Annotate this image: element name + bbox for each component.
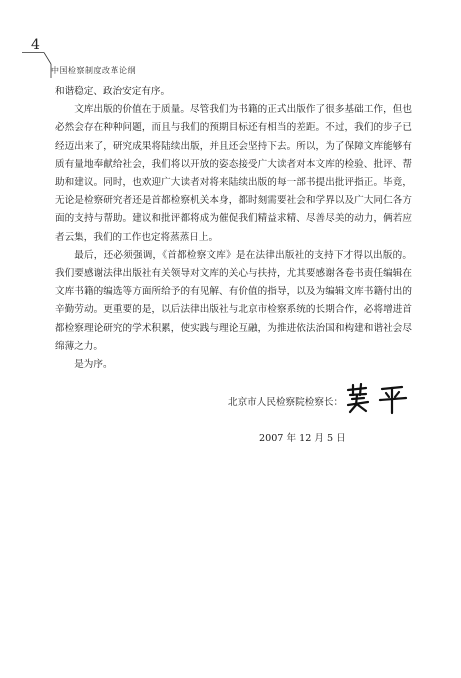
handwritten-signature bbox=[342, 383, 412, 415]
paragraph-continuation: 和谐稳定、政治安定有序。 bbox=[55, 86, 171, 97]
running-head: 中国检察制度改革论纲 bbox=[51, 66, 136, 75]
header-rule bbox=[22, 52, 52, 78]
paragraph-quality: 文库出版的价值在于质量。尽管我们为书籍的正式出版作了很多基础工作，但也必然会存在种种问题，而且与我们的预期目标还有相当的差距。不过，我们的步子已经迈出来了，研究成果将陆续出版，并且还会坚持下去。所以，为了保障文库能够有质有量地奉献给社会，我们将以开放的姿态接受广大读者对本文库的检验、批评、帮助和建议。同时，也欢迎广大读者对将来陆续出版的每一部书提出批评指正。毕竟，无论是检察研究者还是首都检察机关本身，都时刻需要社会和学界以及广大同仁各方面的支持与帮助。建议和批评都将成为催促我们精益求精、尽善尽美的动力，俩若应者云集，我们的工作也定将蒸蒸日上。 bbox=[55, 104, 412, 243]
paragraph-closing: 是为序。 bbox=[74, 359, 113, 371]
page-number: 4 bbox=[31, 37, 40, 53]
paragraph-acknowledgement: 最后，还必须强调，《首都检察文库》是在法律出版社的支持下才得以出版的。我们要感谢法律出版社有关领导对文库的关心与扶持，尤其要感谢各卷书责任编辑在文库书籍的编选等方面所给予的有见解、有价值的指导，以及为编辑文库书籍付出的辛勤劳动。更重要的是，以后法律出版社与北京市检察系统的长期合作，必将增进首都检察理论研究的学术积累，使实践与理论互融，为推进依法治国和构建和谐社会尽绵薄之力。 bbox=[55, 249, 412, 352]
signature-label: 北京市人民检察院检察长： bbox=[228, 397, 344, 408]
preface-body bbox=[55, 83, 412, 374]
date-line: 2007 年 12 月 5 日 bbox=[259, 433, 346, 444]
